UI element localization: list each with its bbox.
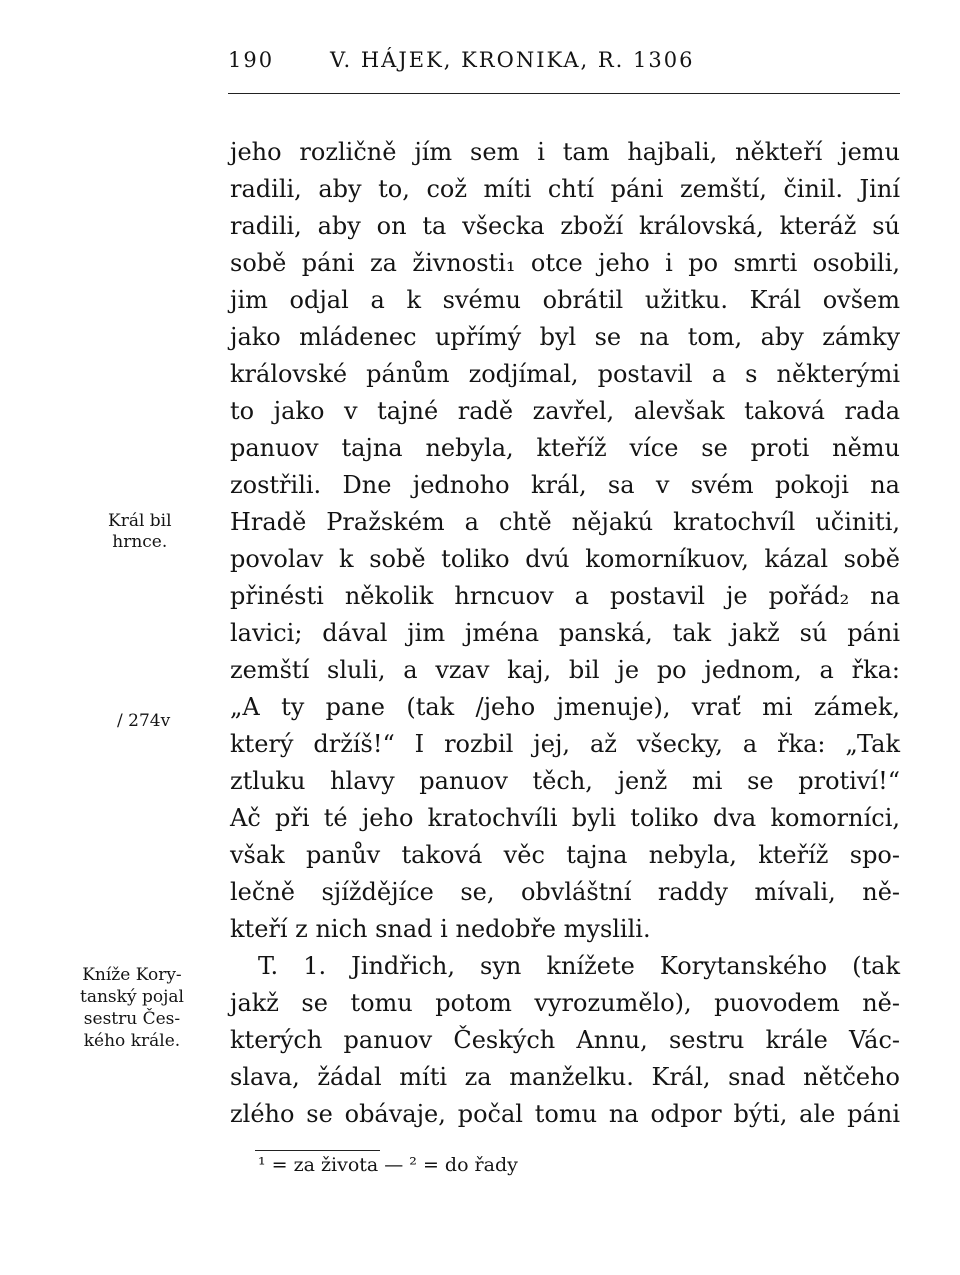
text-line: královské pánům zodjímal, postavil a s některými — [230, 360, 900, 388]
text-line: panuov tajna nebyla, kteříž více se proti němu — [230, 434, 900, 462]
text-line: T. 1. Jindřich, syn knížete Korytanského (tak — [258, 952, 900, 980]
text-line: jim odjal a k svému obrátil užitku. Král ovšem — [230, 286, 900, 314]
margin-note-line: hrnce. — [112, 532, 168, 552]
text-line: slava, žádal míti za manželku. Král, snad nětčeho — [230, 1063, 900, 1091]
text-line: zostřili. Dne jednoho král, sa v svém pokoji na — [230, 471, 900, 499]
text-line: povolav k sobě toliko dvú komorníkuov, kázal sobě — [230, 545, 900, 573]
main-text — [230, 134, 900, 1133]
text-line: zlého se obávaje, počal tomu na odpor býti, ale páni — [230, 1100, 900, 1128]
header-rule — [228, 93, 900, 94]
running-header — [228, 48, 900, 72]
text-line: lavici; dával jim jména panská, tak jakž sú páni — [230, 619, 900, 647]
margin-note-line: tanský pojal — [80, 987, 184, 1007]
text-line: zemští sluli, a vzav kaj, bil je po jednom, a řka: — [230, 656, 900, 684]
footnote: ¹ = za života — ² = do řady — [258, 1154, 518, 1176]
page-number: 190 — [228, 48, 275, 72]
margin-note-line: Král bil — [108, 511, 172, 531]
margin-folio-reference: / 274v — [117, 711, 171, 731]
text-line: jakž se tomu potom vyrozumělo), puovodem ně- — [230, 989, 900, 1017]
text-line: ztluku hlavy panuov těch, jenž mi se protiví!“ — [230, 767, 900, 795]
margin-note-kral-bil — [108, 511, 172, 553]
text-line: Ač při té jeho kratochvíli byli toliko dva komorníci, — [230, 804, 900, 832]
running-title: V. HÁJEK, KRONIKA, R. 1306 — [330, 48, 695, 72]
text-line: sobě páni za živnosti₁ otce jeho i po smrti osobili, — [230, 249, 900, 277]
text-line: který držíš!“ I rozbil jej, až všecky, a řka: „Tak — [230, 730, 900, 758]
margin-note-line: sestru Čes- — [83, 1009, 181, 1029]
text-line: radili, aby to, což míti chtí páni zemští, činil. Jiní — [230, 175, 900, 203]
text-line: jako mládenec upřímý byl se na tom, aby zámky — [230, 323, 900, 351]
text-line: kteří z nich snad i nedobře myslili. — [230, 915, 651, 943]
text-line: kterých panuov Českých Annu, sestru krále Vác- — [230, 1026, 900, 1054]
text-line: „A ty pane (tak /jeho jmenuje), vrať mi zámek, — [230, 693, 900, 721]
margin-note-line: Kníže Kory- — [82, 965, 182, 985]
text-line: přinésti několik hrncuov a postavil je pořád₂ na — [230, 582, 900, 610]
text-line: však panův taková věc tajna nebyla, kteříž spo- — [230, 841, 900, 869]
text-line: Hradě Pražském a chtě nějakú kratochvíl učiniti, — [230, 508, 900, 536]
text-line: jeho rozličně jím sem i tam hajbali, někteří jemu — [230, 138, 900, 166]
margin-note-knize — [80, 964, 184, 1052]
text-line: to jako v tajné radě zavřel, alevšak taková rada — [230, 397, 900, 425]
text-line: lečně sjíždějíce se, obvláštní raddy mívali, ně- — [230, 878, 900, 906]
footnote-rule — [255, 1150, 380, 1151]
margin-note-line: kého krále. — [83, 1031, 181, 1051]
text-line: radili, aby on ta všecka zboží královská, kteráž sú — [230, 212, 900, 240]
